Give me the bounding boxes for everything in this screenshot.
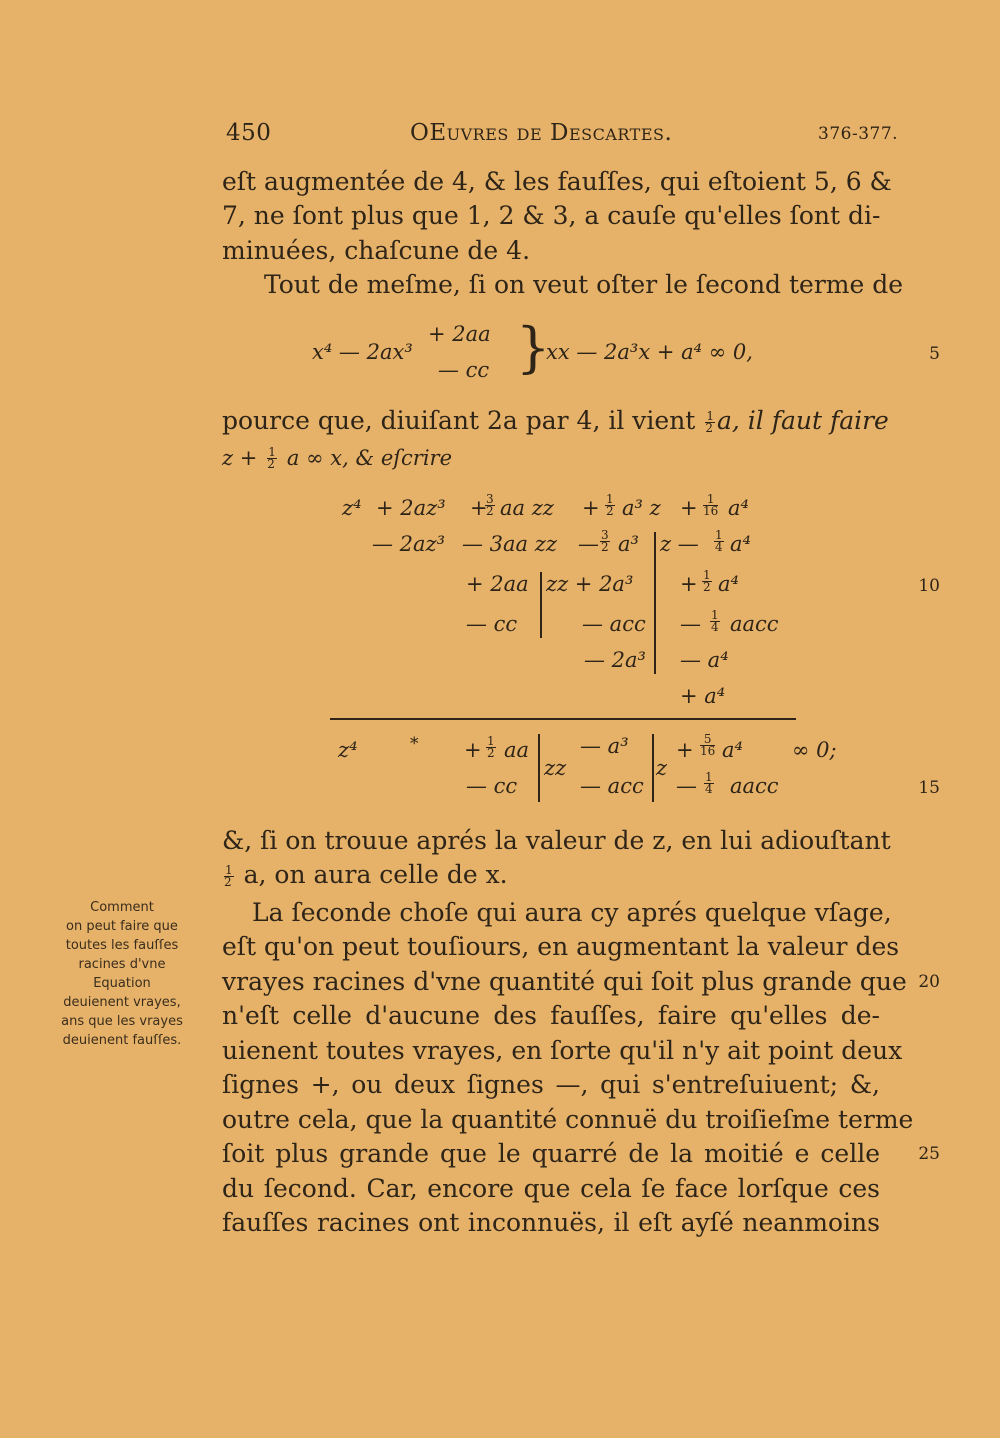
result-term: +	[464, 738, 482, 762]
text-span: pource que, diuiſant 2a par 4, il vient	[222, 406, 696, 435]
table-cell: aacc	[730, 612, 779, 636]
equation-lead: x⁴ — 2ax³	[312, 340, 413, 364]
table-cell: +	[582, 496, 600, 520]
fraction-three-halves: $\frac{3}{2}$	[601, 528, 609, 554]
sum-rule	[330, 718, 796, 720]
brace: }	[516, 316, 551, 379]
text-line: du ſecond. Car, encore que cela ſe face lorſque ces	[222, 1174, 880, 1203]
table-cell: —	[680, 612, 701, 636]
running-title: OEuvres de Descartes.	[410, 120, 673, 146]
column-rule	[652, 734, 654, 802]
margin-note-line: toutes les fauſſes	[65, 938, 179, 953]
margin-note-line: Comment	[90, 900, 154, 915]
result-term: aacc	[730, 774, 779, 798]
text-line: uienent toutes vrayes, en ſorte qu'il n'y ait point deux	[222, 1036, 903, 1065]
table-cell: +	[470, 496, 488, 520]
fraction-one-half: $\frac{1}{2}$	[224, 863, 233, 889]
result-term: +	[676, 738, 694, 762]
result-term: z	[656, 756, 668, 780]
table-cell: a⁴	[730, 532, 751, 556]
table-cell: z —	[660, 532, 699, 556]
table-cell: —	[578, 532, 599, 556]
table-cell: — a⁴	[680, 648, 729, 672]
table-cell: + a⁴	[680, 684, 726, 708]
page-reference: 376-377.	[818, 124, 899, 144]
line-number: 20	[918, 972, 940, 992]
equation-tail: xx — 2a³x + a⁴ ∞ 0,	[546, 340, 753, 364]
margin-note-line: ans que les vrayes	[61, 1014, 183, 1029]
margin-note-line: on peut faire que	[66, 919, 178, 934]
text-line: La ſeconde choſe qui aura cy aprés quelque vſage,	[252, 898, 892, 927]
text-span: a, il faut faire	[716, 406, 889, 435]
text-line: 7, ne ſont plus que 1, 2 & 3, a cauſe qu'elles ſont di-	[222, 201, 881, 230]
fraction-five-sixteenths: $\frac{5}{16}$	[700, 732, 716, 758]
result-term: zz	[544, 756, 567, 780]
margin-note-line: Equation	[93, 976, 151, 991]
missing-term-asterisk: *	[410, 734, 419, 754]
equation-upper-term: + 2aa	[428, 322, 491, 346]
result-term: a⁴	[722, 738, 743, 762]
text-line: ſignes +, ou deux ſignes —, qui s'entreſuiuent; &,	[222, 1070, 880, 1099]
result-term: — a³	[580, 734, 629, 758]
text-span: a ∞ x, & eſcrire	[286, 446, 452, 470]
text-line	[222, 404, 889, 438]
margin-note-line: racines d'vne	[78, 957, 166, 972]
text-line: ſoit plus grande que le quarré de la moitié e celle	[222, 1139, 880, 1168]
result-term: — acc	[580, 774, 644, 798]
table-cell: +	[680, 572, 698, 596]
fraction-one-quarter: $\frac{1}{4}$	[705, 770, 713, 796]
fraction-one-half: $\frac{1}{2}$	[705, 409, 714, 435]
text-line: vrayes racines d'vne quantité qui ſoit plus grande que	[222, 967, 907, 996]
column-rule	[654, 532, 656, 674]
result-term: z⁴	[338, 738, 358, 762]
table-cell: + 2aa	[466, 572, 529, 596]
table-cell: — 2a³	[584, 648, 646, 672]
text-line: minuées, chaſcune de 4.	[222, 236, 531, 265]
table-cell: — 2az³	[372, 532, 446, 556]
fraction-one-half: $\frac{1}{2}$	[267, 445, 276, 471]
equation-lower-term: — cc	[438, 358, 490, 382]
table-cell: a⁴	[718, 572, 739, 596]
result-term: — cc	[466, 774, 518, 798]
text-line: outre cela, que la quantité connuë du troiſieſme terme	[222, 1105, 914, 1134]
text-span: a, on aura celle de x.	[243, 860, 508, 889]
fraction-one-quarter: $\frac{1}{4}$	[715, 528, 723, 554]
result-term: —	[676, 774, 697, 798]
fraction-one-half: $\frac{1}{2}$	[487, 734, 495, 760]
fraction-one-half: $\frac{1}{2}$	[606, 492, 614, 518]
text-line: fauſſes racines ont inconnuës, il eſt ayſé neanmoins	[222, 1208, 880, 1237]
fraction-one-half: $\frac{1}{2}$	[703, 568, 711, 594]
table-cell: — cc	[466, 612, 518, 636]
column-rule	[538, 734, 540, 802]
equals-zero: ∞ 0;	[792, 738, 837, 762]
page-number: 450	[226, 120, 272, 146]
table-cell: aa zz	[500, 496, 554, 520]
text-line	[222, 858, 880, 892]
table-cell: a⁴	[728, 496, 749, 520]
margin-note-line: deuienent fauſſes.	[62, 1033, 182, 1048]
table-cell: — 3aa zz	[462, 532, 557, 556]
table-cell: — acc	[582, 612, 646, 636]
line-number: 10	[918, 576, 940, 596]
table-cell: a³ z	[622, 496, 661, 520]
line-number: 25	[918, 1144, 940, 1164]
text-span: z +	[222, 446, 258, 470]
table-cell: a³	[618, 532, 639, 556]
fraction-one-quarter: $\frac{1}{4}$	[711, 608, 719, 634]
line-number: 15	[918, 778, 940, 798]
column-rule	[540, 572, 542, 638]
table-cell: + 2az³	[376, 496, 446, 520]
fraction-three-halves: $\frac{3}{2}$	[486, 492, 494, 518]
table-cell: z⁴	[342, 496, 362, 520]
text-line: n'eſt celle d'aucune des fauſſes, faire qu'elles de-	[222, 1001, 880, 1030]
margin-note	[40, 898, 204, 1050]
table-cell: zz + 2a³	[546, 572, 634, 596]
fraction-one-sixteenth: $\frac{1}{16}$	[703, 492, 719, 518]
text-line	[222, 440, 880, 475]
text-line: eſt qu'on peut touſiours, en augmentant la valeur des	[222, 932, 900, 961]
line-number: 5	[929, 344, 940, 364]
table-cell: +	[680, 496, 698, 520]
result-term: aa	[504, 738, 530, 762]
margin-note-line: deuienent vrayes,	[63, 995, 181, 1010]
text-line: &, ſi on trouue aprés la valeur de z, en lui adiouſtant	[222, 826, 891, 855]
text-line: Tout de meſme, ſi on veut oſter le ſecond terme de	[264, 270, 904, 299]
text-line: eſt augmentée de 4, & les fauſſes, qui eſtoient 5, 6 &	[222, 167, 892, 196]
